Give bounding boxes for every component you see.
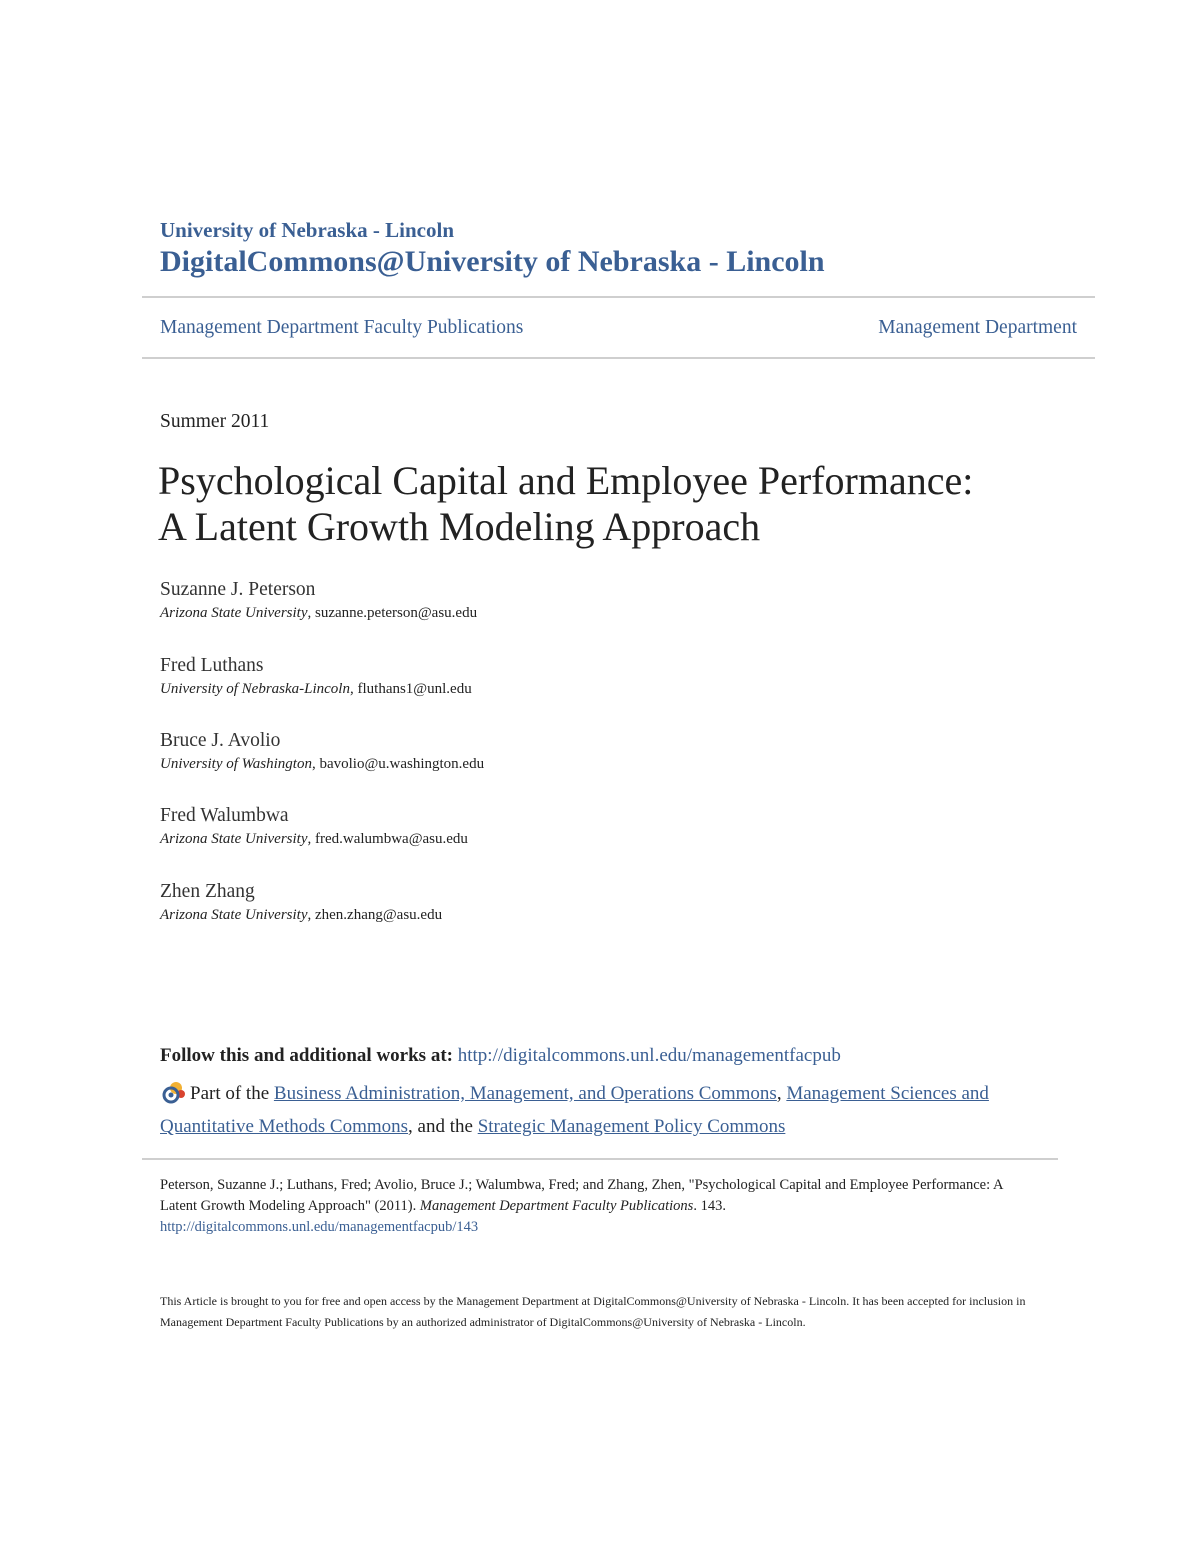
divider: [142, 1158, 1058, 1160]
citation-number: . 143.: [693, 1198, 726, 1214]
author-block: [160, 729, 484, 775]
author-email: , bavolio@u.washington.edu: [311, 756, 485, 772]
citation-block: [160, 1175, 1040, 1238]
commons-network-icon: [160, 1080, 186, 1113]
separator: , and the: [408, 1116, 473, 1137]
strategic-management-commons-link[interactable]: Strategic Management Policy Commons: [477, 1116, 786, 1137]
department-link[interactable]: Management Department: [878, 317, 1077, 338]
business-admin-commons-link[interactable]: Business Administration, Management, and Operations Commons: [273, 1083, 777, 1104]
author-name: Suzanne J. Peterson: [160, 579, 316, 600]
author-block: [160, 578, 477, 624]
follow-url-link[interactable]: http://digitalcommons.unl.edu/managementfacpub: [457, 1045, 841, 1066]
author-affiliation: Arizona State University: [160, 907, 308, 923]
part-of-commons: [160, 1080, 1060, 1141]
follow-label: Follow this and additional works at:: [160, 1045, 453, 1066]
citation-url-link[interactable]: http://digitalcommons.unl.edu/managementfacpub/143: [160, 1219, 479, 1235]
follow-line: [160, 1045, 841, 1067]
institution-link[interactable]: University of Nebraska - Lincoln: [160, 218, 454, 242]
article-title: [158, 458, 1098, 550]
author-affiliation: Arizona State University: [160, 605, 308, 621]
management-sciences-commons-link[interactable]: Management Sciences and Quantitative Methods Commons: [160, 1083, 989, 1137]
author-email: , zhen.zhang@asu.edu: [307, 907, 443, 923]
author-affiliation: Arizona State University: [160, 831, 308, 847]
title-line: Psychological Capital and Employee Performance:: [158, 458, 974, 503]
author-name: Fred Walumbwa: [160, 805, 289, 826]
divider: [142, 357, 1095, 359]
citation-journal: Management Department Faculty Publications: [419, 1198, 694, 1214]
access-note: This Article is brought to you for free and open access by the Management Department at DigitalCommons@University of Nebraska - Lincoln. It has been accepted for inclusion in Management Department Faculty Publications by an authorized administrator of DigitalCommons@University of Nebraska - Lincoln.: [160, 1294, 1026, 1329]
author-name: Bruce J. Avolio: [160, 730, 281, 751]
author-email: , fred.walumbwa@asu.edu: [307, 831, 468, 847]
author-affiliation: University of Nebraska-Lincoln: [160, 681, 350, 697]
author-name: Zhen Zhang: [160, 881, 255, 902]
citation-text: Peterson, Suzanne J.; Luthans, Fred; Avolio, Bruce J.; Walumbwa, Fred; and Zhang, Zhen, "Psychological Capital and Employee Performance: A Latent Growth Modeling Approach" (2011).: [160, 1177, 1003, 1214]
author-email: , fluthans1@unl.edu: [349, 681, 472, 697]
title-line: A Latent Growth Modeling Approach: [158, 504, 761, 549]
separator: ,: [776, 1083, 782, 1104]
repository-link[interactable]: DigitalCommons@University of Nebraska - Lincoln: [160, 245, 825, 278]
author-name: Fred Luthans: [160, 655, 264, 676]
author-block: [160, 804, 468, 850]
author-affiliation: University of Washington: [160, 756, 312, 772]
divider: [142, 296, 1095, 298]
publication-season: Summer 2011: [160, 411, 270, 432]
author-email: , suzanne.peterson@asu.edu: [307, 605, 478, 621]
author-block: [160, 654, 472, 700]
author-block: [160, 880, 442, 926]
part-of-prefix: Part of the: [190, 1083, 270, 1104]
series-link[interactable]: Management Department Faculty Publications: [160, 317, 524, 338]
